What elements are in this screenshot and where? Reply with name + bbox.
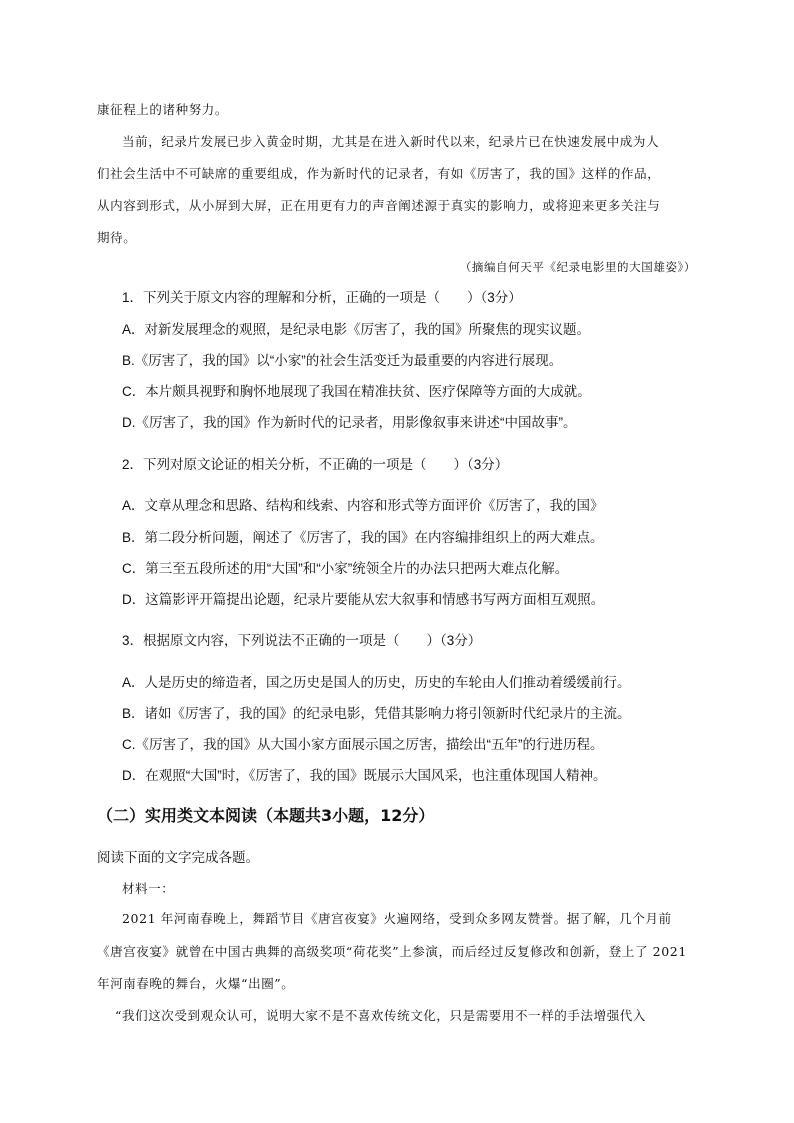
- passage-line: 年河南春晚的舞台，火爆“出圈”。: [97, 976, 295, 991]
- option-c: C.《厉害了，我的国》从大国小家方面展示国之厉害，描绘出“五年”的行进历程。: [122, 737, 604, 752]
- section-heading: （二）实用类文本阅读（本题共3小题，12分）: [97, 806, 435, 825]
- question-stem: 1．下列关于原文内容的理解和分析，正确的一项是（ ）（3分）: [122, 290, 522, 305]
- question-stem: 2．下列对原文论证的相关分析，不正确的一项是（ ）（3分）: [122, 457, 509, 472]
- option-b: B．第二段分析问题，阐述了《厉害了，我的国》在内容编排组织上的两大难点。: [122, 530, 604, 545]
- question-stem: 3．根据原文内容，下列说法不正确的一项是（ ）（3分）: [122, 633, 482, 648]
- passage-line: 2021 年河南春晚上，舞蹈节目《唐宫夜宴》火遍网络，受到众多网友赞誉。据了解，几个月前: [122, 911, 672, 926]
- passage-line: 们社会生活中不可缺席的重要组成，作为新时代的记录者，有如《厉害了，我的国》这样的作品，: [97, 166, 661, 181]
- option-d: D．这篇影评开篇提出论题，纪录片要能从宏大叙事和情感书写两方面相互观照。: [122, 592, 605, 607]
- option-b: B．诸如《厉害了，我的国》的纪录电影，凭借其影响力将引领新时代纪录片的主流。: [122, 706, 631, 721]
- option-a: A．文章从理念和思路、结构和线索、内容和形式等方面评价《厉害了，我的国》: [122, 498, 604, 513]
- passage-line: 期待。: [97, 230, 137, 245]
- passage-line: 当前，纪录片发展已步入黄金时期，尤其是在进入新时代以来，纪录片已在快速发展中成为人: [122, 134, 660, 149]
- passage-line: “我们这次受到观众认可，说明大家不是不喜欢传统文化，只是需要用不一样的手法增强代入: [115, 1008, 646, 1023]
- option-c: C．第三至五段所述的用“大国”和“小家”统领全片的办法只把两大难点化解。: [122, 561, 569, 576]
- option-a: A．人是历史的缔造者，国之历史是国人的历史，历史的车轮由人们推动着缓缓前行。: [122, 675, 631, 690]
- option-c: C．本片颇具视野和胸怀地展现了我国在精准扶贫、医疗保障等方面的大成就。: [122, 384, 591, 399]
- passage-line: 从内容到形式，从小屏到大屏，正在用更有力的声音阐述源于真实的影响力，或将迎来更多关注与: [97, 198, 661, 213]
- option-b: B.《厉害了，我的国》以“小家”的社会生活变迁为最重要的内容进行展现。: [122, 353, 563, 368]
- option-a: A．对新发展理念的观照，是纪录电影《厉害了，我的国》所聚焦的现实议题。: [122, 322, 591, 337]
- option-d: D．在观照“大国”时，《厉害了，我的国》既展示大国风采，也注重体现国人精神。: [122, 768, 607, 783]
- option-d: D.《厉害了，我的国》作为新时代的记录者，用影像叙事来讲述“中国故事”。: [122, 415, 577, 430]
- material-label: 材料一：: [122, 881, 175, 896]
- section-instruction: 阅读下面的文字完成各题。: [97, 850, 259, 865]
- passage-line: 康征程上的诸种努力。: [97, 102, 229, 117]
- passage-line: 《唐宫夜宴》就曾在中国古典舞的高级奖项“荷花奖”上参演，而后经过反复修改和创新，登上了 2021: [97, 944, 687, 959]
- source-citation: （摘编自何天平《纪录电影里的大国雄姿》）: [459, 260, 696, 274]
